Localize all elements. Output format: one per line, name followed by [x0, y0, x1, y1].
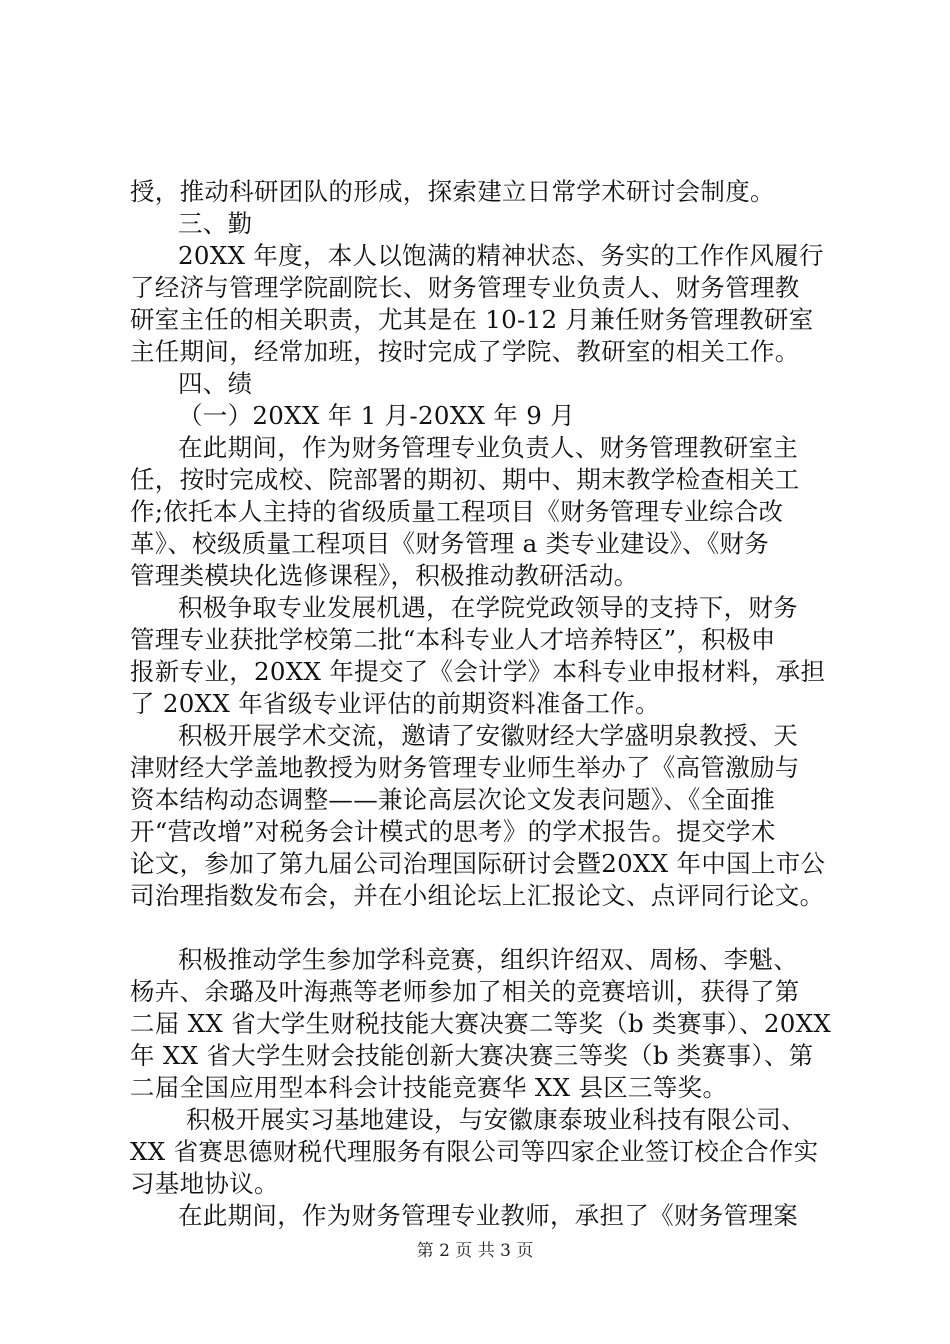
text-line: 年 XX 省大学生财会技能创新大赛决赛三等奖（b 类赛事）、第 [130, 1041, 814, 1070]
text-line: 二届 XX 省大学生财税技能大赛决赛二等奖（b 类赛事）、20XX [130, 1009, 832, 1038]
text-line: 在此期间，作为财务管理专业负责人、财务管理教研室主 [178, 433, 798, 462]
text-line: 积极开展实习基地建设，与安徽康泰玻业科技有限公司、 [186, 1105, 806, 1134]
text-line: 杨卉、余璐及叶海燕等老师参加了相关的竞赛培训，获得了第 [130, 977, 800, 1006]
text-line: 革》、校级质量工程项目《财务管理 a 类专业建设》、《财务 [130, 529, 770, 558]
text-line: 二届全国应用型本科会计技能竞赛华 XX 县区三等奖。 [130, 1073, 728, 1102]
text-line: 研室主任的相关职责，尤其是在 10-12 月兼任财务管理教研室 [130, 305, 814, 334]
text-line: XX 省赛思德财税代理服务有限公司等四家企业签订校企合作实 [130, 1137, 819, 1166]
text-line: 在此期间，作为财务管理专业教师，承担了《财务管理案 [178, 1201, 798, 1230]
text-line: 授，推动科研团队的形成，探索建立日常学术研讨会制度。 [130, 177, 775, 206]
page-number-footer: 第 2 页 共 3 页 [416, 1241, 534, 1261]
text-line: 20XX 年度，本人以饱满的精神状态、务实的工作作风履行 [178, 241, 824, 270]
text-line: 管理类模块化选修课程》，积极推动教研活动。 [130, 561, 639, 590]
text-line: 资本结构动态调整——兼论高层次论文发表问题》、《全面推 [130, 785, 776, 814]
text-line: 任，按时完成校、院部署的期初、期中、期末教学检查相关工 [130, 465, 800, 494]
text-line: 论文，参加了第九届公司治理国际研讨会暨20XX 年中国上市公 [130, 849, 826, 878]
text-line: 了经济与管理学院副院长、财务管理专业负责人、财务管理教 [130, 273, 800, 302]
text-line: 了 20XX 年省级专业评估的前期资料准备工作。 [130, 689, 660, 718]
text-line: 管理专业获批学校第二批“本科专业人才培养特区”，积极申 [130, 625, 776, 654]
section-heading: 四、绩 [178, 369, 253, 398]
text-line: 积极开展学术交流，邀请了安徽财经大学盛明泉教授、天 [178, 721, 798, 750]
subsection-heading: （一）20XX 年 1 月-20XX 年 9 月 [178, 401, 575, 430]
text-line: 津财经大学盖地教授为财务管理专业师生举办了《高管激励与 [130, 753, 800, 782]
text-line: 开“营改增”对税务会计模式的思考》的学术报告。提交学术 [130, 817, 776, 846]
section-heading: 三、勤 [178, 209, 253, 238]
text-line: 作;依托本人主持的省级质量工程项目《财务管理专业综合改 [130, 497, 784, 526]
text-line: 积极争取专业发展机遇，在学院党政领导的支持下，财务 [178, 593, 798, 622]
text-line: 报新专业，20XX 年提交了《会计学》本科专业申报材料，承担 [130, 657, 826, 686]
text-line: 主任期间，经常加班，按时完成了学院、教研室的相关工作。 [130, 337, 800, 366]
text-line: 积极推动学生参加学科竞赛，组织许绍双、周杨、李魁、 [178, 945, 798, 974]
text-line: 习基地协议。 [130, 1169, 279, 1198]
text-line: 司治理指数发布会，并在小组论坛上汇报论文、点评同行论文。 [130, 881, 825, 910]
